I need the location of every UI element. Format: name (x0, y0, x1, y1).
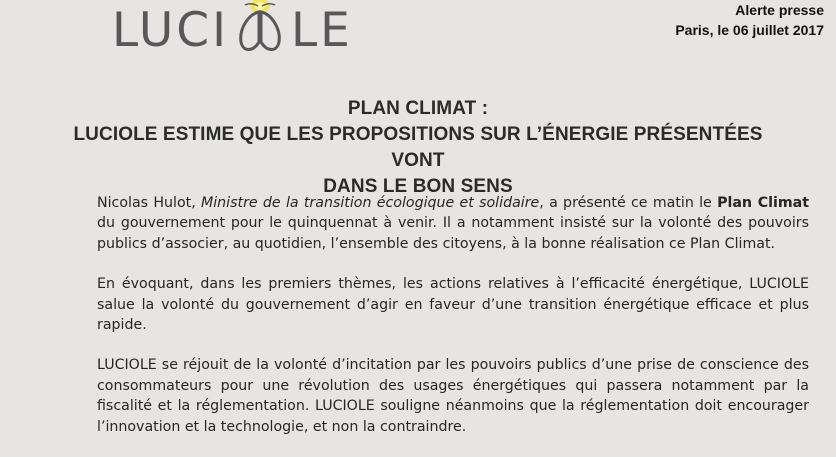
place-date: Paris, le 06 juillet 2017 (675, 22, 824, 38)
paragraph-3: LUCIOLE se réjouit de la volonté d’incitation par les pouvoirs publics d’une prise de conscience des consommateurs pour une révolution des usages énergétiques qui passera notamment par la fiscalité et la réglementation. LUCIOLE souligne néanmoins que la réglementation doit encourager l’innovation et la technologie, et non la contraindre. (97, 357, 809, 435)
p1-minister-title: Ministre de la transition écologique et solidaire (201, 195, 540, 211)
title-line-3: DANS LE BON SENS (323, 176, 513, 197)
luciole-logo (112, 0, 353, 60)
p1-part-e: du gouvernement pour le quinquennat à venir. Il a notamment insisté sur la volonté des pouvoirs publics d’associer, au quotidien, l’ensemble des citoyens, à la bonne réalisation ce Plan Climat. (97, 215, 809, 252)
press-meta (675, 0, 824, 40)
paragraph-2: En évoquant, dans les premiers thèmes, les actions relatives à l’efficacité énergétique, LUCIOLE salue la volonté du gouvernement d’agir en faveur d’une transition énergétique efficace et plus rapide. (97, 276, 809, 334)
logo-text-left: LUCI (112, 2, 229, 58)
p1-part-a: Nicolas Hulot, (97, 195, 201, 211)
logo-text-right: LE (290, 2, 353, 58)
paragraph-1 (97, 193, 809, 254)
title-line-1: PLAN CLIMAT : (347, 98, 489, 119)
press-title (60, 96, 776, 200)
p1-part-c: , a présenté ce matin le (539, 195, 718, 211)
press-body (97, 193, 809, 457)
firefly-icon (231, 0, 289, 60)
title-line-2: LUCIOLE ESTIME QUE LES PROPOSITIONS SUR L’ÉNERGIE PRÉSENTÉES VONT (73, 124, 763, 171)
alert-label: Alerte presse (735, 2, 824, 18)
p1-plan-climat: Plan Climat (717, 195, 810, 211)
